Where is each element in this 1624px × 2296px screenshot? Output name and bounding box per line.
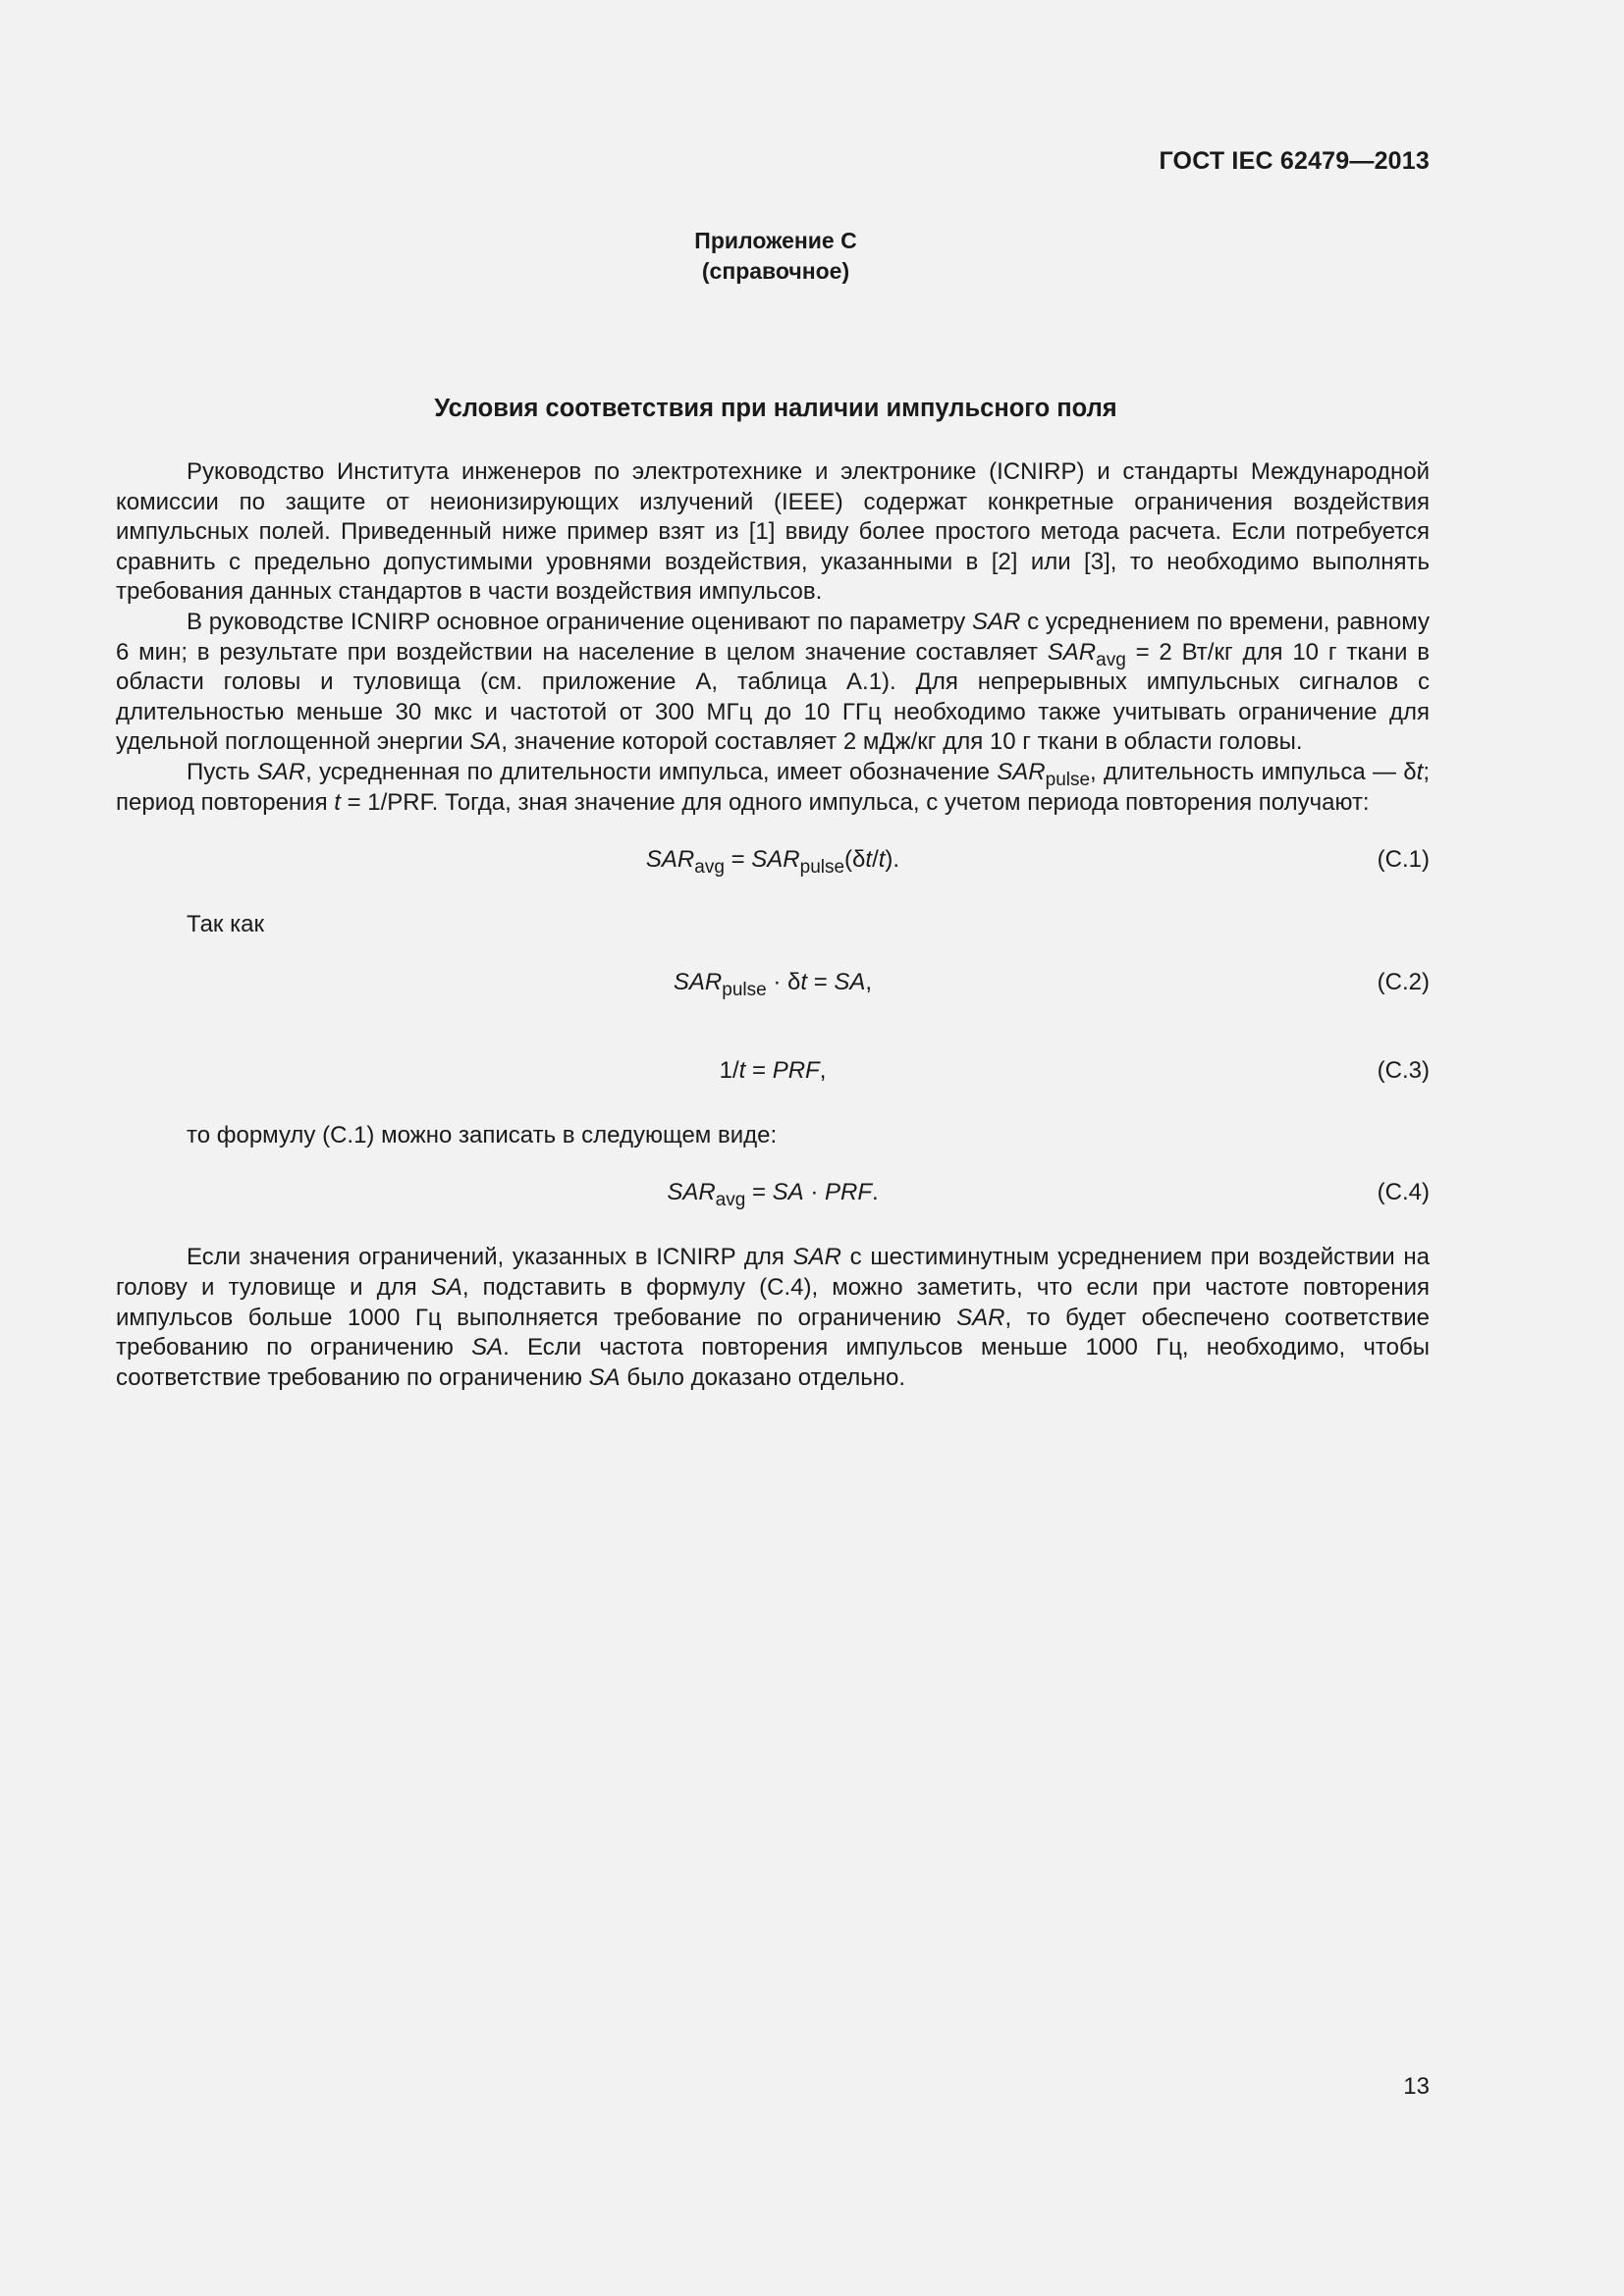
symbol-sar: SAR xyxy=(972,608,1021,635)
symbol-sa: SA xyxy=(469,728,502,756)
appendix-status: (справочное) xyxy=(701,258,850,284)
appendix-label: Приложение С xyxy=(694,228,857,253)
formula-c1 xyxy=(116,845,1430,879)
formula-c2-expression: $SAR_{pulse} \cdot \delta t$ = SA, xyxy=(673,968,873,1000)
formula-c4-expression: $SAR_{avg}$ = SA · PRF. xyxy=(667,1179,879,1211)
page-number: 13 xyxy=(1403,2073,1430,2100)
symbol-sar: SAR xyxy=(956,1304,1005,1331)
symbol-sa: SA xyxy=(430,1273,462,1301)
formula-c3-expression: 1/t = PRF, xyxy=(719,1056,827,1084)
body-text xyxy=(116,457,1430,1393)
subscript-pulse: pulse xyxy=(1045,769,1091,790)
symbol-t: t xyxy=(334,788,341,816)
paragraph-4: Если значения ограничений, указанных в ICNIRP для SAR с шестиминутным усреднением при воздействии на голову и туловище и для SA, подставить в формулу (С.4), можно заметить, что если при частоте повторения импульсов больше 1000 Гц выполняется требование по ограничению SAR, то будет обеспечено соответствие требованию по ограничению SA. Если частота повторения импульсов меньше 1000 Гц, необходимо, чтобы соответствие требованию по ограничению SA было доказано отдельно. xyxy=(116,1244,1431,1391)
equation-number: (С.3) xyxy=(1377,1056,1430,1084)
symbol-sar: SAR xyxy=(256,758,306,785)
paragraph-2: В руководстве ICNIRP основное ограничение оценивают по параметру SAR с усреднением по времени, равному 6 мин; в результате при воздействии на население в целом значение составляет $SAR_{avg} = 2$ Вт/кг для 10 г ткани в области головы и туловища (см. приложение А, таблица А.1). Для непрерывных импульсных сигналов с длительностью меньше 30 мкс и частотой от 300 МГц до 10 ГГц необходимо также учитывать ограничение для удельной поглощенной энергии SA, значение которой составляет 2 мДж/кг для 10 г ткани в области головы. xyxy=(116,608,1431,756)
equation-number: (С.2) xyxy=(1377,968,1430,995)
paragraph-3: Пусть SAR, усредненная по длительности импульса, имеет обозначение $SAR_{pulse}$, длительность импульса — δt; период повторения t = 1/PRF. Тогда, зная значение для одного импульса, с учетом периода повторения получают: xyxy=(116,758,1430,816)
document-code: ГОСТ IEC 62479—2013 xyxy=(1159,147,1430,175)
symbol-sar: SAR xyxy=(792,1244,841,1271)
text-then: то формулу (С.1) можно записать в следующем виде: xyxy=(187,1121,778,1148)
symbol-sa: SA xyxy=(588,1363,621,1391)
appendix-heading xyxy=(0,226,1551,287)
section-title: Условия соответствия при наличии импульсного поля xyxy=(434,395,1117,422)
equation-number: (С.4) xyxy=(1377,1179,1430,1206)
subscript-avg: avg xyxy=(1096,649,1126,670)
symbol-t: t xyxy=(1416,758,1424,785)
symbol-sa: SA xyxy=(471,1334,504,1362)
symbol-sar: SAR xyxy=(1047,638,1097,666)
formula-c2 xyxy=(116,968,1430,1000)
paragraph-1: Руководство Института инженеров по электротехнике и электронике (ICNIRP) и стандарты Международной комиссии по защите от неионизирующих излучений (IEEE) содержат конкретные ограничения воздействия импульсных полей. Приведенный ниже пример взят из [1] ввиду более простого метода расчета. Если потребуется сравнить с предельно допустимыми уровнями воздействия, указанными в [2] или [3], то необходимо выполнять требования данных стандартов в части воздействия импульсов. xyxy=(116,458,1430,606)
symbol-sar: SAR xyxy=(997,758,1046,785)
equation-number: (С.1) xyxy=(1377,846,1430,874)
formula-c4 xyxy=(116,1178,1430,1211)
text-since: Так как xyxy=(187,911,264,938)
formula-c1-expression: $SAR_{avg} = SAR_{pulse}(\delta t/t)$. xyxy=(645,846,900,879)
formula-c3 xyxy=(116,1056,1430,1086)
